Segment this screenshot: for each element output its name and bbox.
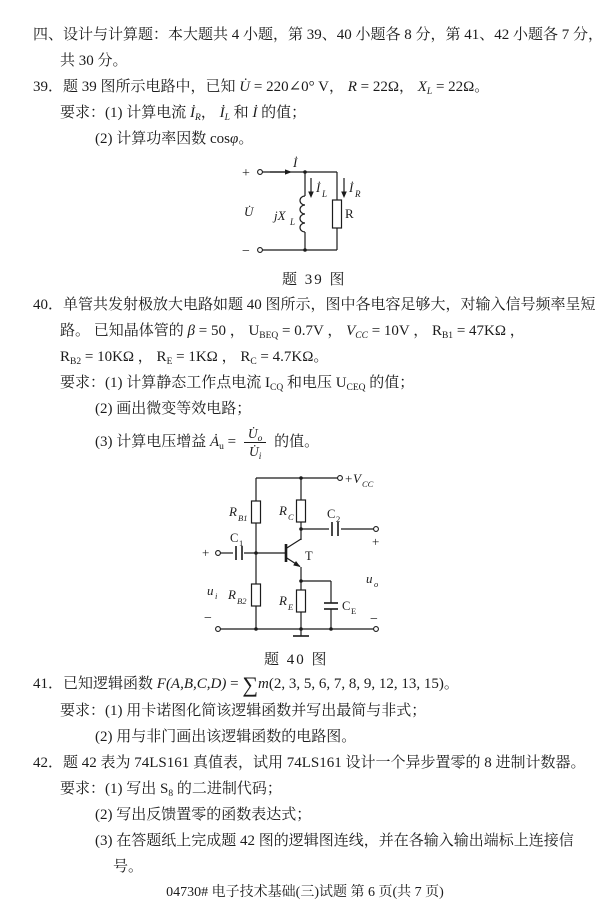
label-ce-sub: E xyxy=(351,606,357,616)
text-segment: ， xyxy=(200,105,220,121)
q42-line1: 42．题 42 表为 74LS161 真值表，试用 74LS161 设计一个异步置零的 8 进制计数器。 xyxy=(33,755,586,771)
fraction-numerator xyxy=(244,426,267,443)
var-r: R xyxy=(347,79,357,95)
text-segment: 要求：(1) 写出 S xyxy=(60,781,169,797)
figure-39-caption: 题 39 图 xyxy=(282,272,347,288)
output-plus-sign: + xyxy=(372,534,380,549)
label-inductance-jxl: jX xyxy=(274,208,286,223)
text-segment: = 47KΩ ， xyxy=(453,323,525,339)
q39-req1-line xyxy=(60,100,610,126)
q42-req3-continuation: 号。 xyxy=(113,859,144,875)
terminal-output-minus xyxy=(374,627,379,632)
sigma-symbol: ∑ xyxy=(242,672,258,697)
label-rb1: R xyxy=(229,504,237,519)
label-rb2: R xyxy=(228,587,236,602)
sub-c: C xyxy=(250,357,257,367)
resistor-rc-symbol xyxy=(297,500,306,522)
current-arrow-il xyxy=(308,178,314,198)
label-c2: C xyxy=(327,507,336,521)
text-segment: 要求：(1) 计算电流 xyxy=(60,105,190,121)
capacitor-c2-symbol xyxy=(332,522,338,536)
label-rb1-sub: B1 xyxy=(238,513,248,523)
resistor-re-symbol xyxy=(297,590,306,612)
junction-dot xyxy=(299,579,303,583)
q41-req1-line: 要求：(1) 用卡诺图化简该逻辑函数并写出最简与非式； xyxy=(60,703,427,719)
sub-e: E xyxy=(166,357,173,367)
terminal-negative xyxy=(258,248,263,253)
text-segment: = 4.7KΩ。 xyxy=(256,349,329,365)
junction-dot xyxy=(303,170,307,174)
label-c1: C xyxy=(230,531,239,545)
text-segment: = 50 ， U xyxy=(195,323,260,339)
label-uo-sub: o xyxy=(374,579,379,589)
text-segment: R xyxy=(60,349,71,365)
label-re: R xyxy=(279,593,287,608)
label-resistor-r: R xyxy=(345,206,354,221)
var-u-dot: U̇ xyxy=(239,79,251,95)
label-vcc: V xyxy=(353,471,361,486)
q41-req2-line: (2) 用与非门画出该逻辑函数的电路图。 xyxy=(95,729,357,745)
text-segment: 的值。 xyxy=(270,434,320,450)
sub-b2: B2 xyxy=(70,357,82,367)
var-i-sub: R xyxy=(195,113,201,123)
sub-b1: B1 xyxy=(441,331,454,341)
text-segment: 41．已知逻辑函数 xyxy=(33,676,157,692)
var-x: X xyxy=(417,79,427,95)
sub-cq: CQ xyxy=(270,383,284,393)
label-voltage-u: U̇ xyxy=(244,204,254,219)
label-current-ir: İ xyxy=(349,180,354,195)
var-i: İ xyxy=(252,105,258,121)
resistor-rb2-symbol xyxy=(252,584,261,606)
text-segment: 路。 已知晶体管的 xyxy=(60,323,188,339)
input-minus-sign: − xyxy=(204,611,212,626)
resistor-rb1-symbol xyxy=(252,501,261,523)
q40-line3 xyxy=(60,344,610,370)
junction-dot xyxy=(299,627,303,631)
q40-req1-line xyxy=(60,370,610,396)
label-transistor-t: T xyxy=(305,549,313,563)
label-vcc-plus: + xyxy=(345,471,353,486)
var-ui: U̇ xyxy=(248,444,259,460)
text-segment: = 220∠0° V， xyxy=(250,79,348,95)
text-segment: = 10V ， R xyxy=(367,323,442,339)
label-vcc-sub: CC xyxy=(362,479,374,489)
label-c1-sub: 1 xyxy=(239,538,244,548)
q40-line1: 40．单管共发射极放大电路如题 40 图所示，图中各电容足够大，对输入信号频率呈短 xyxy=(33,297,596,313)
minus-sign: − xyxy=(242,244,250,259)
q41-line1 xyxy=(33,670,610,698)
text-segment: 和 xyxy=(229,105,253,121)
var-beta: β xyxy=(187,323,195,339)
text-segment: = xyxy=(223,434,240,450)
var-phi: φ xyxy=(230,131,239,147)
var-x-sub: L xyxy=(426,87,433,97)
sub-ceq: CEQ xyxy=(346,383,366,393)
var-i: İ xyxy=(219,105,225,121)
text-segment: = xyxy=(226,676,243,692)
section-header-line1: 四、设计与计算题：本大题共 4 小题，第 39、40 小题各 8 分，第 41、42 小题各 7 分， xyxy=(33,27,604,43)
text-segment: 的值； xyxy=(257,105,307,121)
var-f: F xyxy=(156,676,166,692)
terminal-output-plus xyxy=(374,527,379,532)
text-segment: (2) 计算功率因数 cos xyxy=(95,131,230,147)
var-uo-sub: o xyxy=(257,434,263,445)
resistor-symbol xyxy=(333,200,342,228)
figure-40-caption: 题 40 图 xyxy=(264,652,329,668)
junction-dot xyxy=(303,248,307,252)
text-segment: (2, 3, 5, 6, 7, 8, 9, 12, 13, 15)。 xyxy=(268,676,459,692)
junction-dot xyxy=(299,476,303,480)
label-ui: u xyxy=(207,583,214,598)
label-current-il: İ xyxy=(316,180,321,195)
var-uo: U̇ xyxy=(247,426,258,442)
input-plus-sign: + xyxy=(202,545,210,560)
junction-dot xyxy=(329,627,333,631)
circuit-40-figure xyxy=(198,464,610,650)
label-uo: u xyxy=(366,571,373,586)
page-footer: 04730# 电子技术基础(三)试题 第 6 页(共 7 页) xyxy=(166,885,444,900)
junction-dot xyxy=(299,527,303,531)
label-re-sub: E xyxy=(288,602,294,612)
current-arrow-ir xyxy=(341,178,347,198)
text-segment: = 1KΩ ， R xyxy=(172,349,251,365)
text-segment: = 10KΩ ， R xyxy=(81,349,167,365)
q42-req3-line: (3) 在答题纸上完成题 42 图的逻辑图连线，并在各输入输出端标上连接信 xyxy=(95,833,574,849)
terminal-positive xyxy=(258,170,263,175)
junction-dot xyxy=(254,627,258,631)
label-c2-sub: 2 xyxy=(336,514,341,524)
circuit-39-figure xyxy=(238,156,610,268)
transistor-symbol xyxy=(286,539,301,567)
label-current-i: İ xyxy=(293,156,298,170)
text-segment: = 22Ω， xyxy=(356,79,418,95)
sub-beq: BEQ xyxy=(259,331,279,341)
text-segment: = 0.7V ， xyxy=(278,323,347,339)
label-rc: R xyxy=(279,503,287,518)
text-segment: 的二进制代码； xyxy=(173,781,282,797)
var-au-sub: u xyxy=(219,442,224,452)
section-header-line2: 共 30 分。 xyxy=(60,53,128,69)
sub-s8: 8 xyxy=(168,789,174,799)
var-au: Ȧ xyxy=(210,434,220,450)
terminal-input-minus xyxy=(216,627,221,632)
text-segment: (3) 计算电压增益 xyxy=(95,434,210,450)
capacitor-ce-symbol xyxy=(324,603,338,609)
label-current-ir-sub: R xyxy=(355,189,361,199)
inductor-symbol xyxy=(300,196,305,232)
q39-req2-line xyxy=(95,126,610,152)
label-ui-sub: i xyxy=(215,591,218,601)
text-segment: 和电压 U xyxy=(283,375,347,391)
fraction-uo-over-ui xyxy=(244,426,267,463)
q39-intro-line xyxy=(33,74,610,100)
junction-dot xyxy=(254,551,258,555)
var-m: m xyxy=(258,676,269,692)
q40-line2 xyxy=(60,318,610,344)
label-inductance-sub: L xyxy=(290,217,296,227)
var-i: İ xyxy=(190,105,195,121)
text-segment: 要求：(1) 计算静态工作点电流 I xyxy=(60,375,270,391)
label-rb2-sub: B2 xyxy=(237,596,247,606)
q42-req1-line xyxy=(60,776,610,802)
plus-sign: + xyxy=(242,166,250,181)
terminal-input-plus xyxy=(216,551,221,556)
sub-cc: CC xyxy=(355,331,368,341)
text-segment: 的值； xyxy=(365,375,415,391)
circuit-39-diagram xyxy=(238,156,413,268)
circuit-40-diagram xyxy=(198,464,403,650)
q40-req3-line xyxy=(95,422,610,462)
var-vcc: V xyxy=(346,323,356,339)
text-segment: 。 xyxy=(238,131,254,147)
current-arrow-i xyxy=(270,169,292,174)
output-minus-sign: − xyxy=(370,612,378,627)
var-ui-sub: i xyxy=(258,452,262,463)
text-segment: 39．题 39 图所示电路中，已知 xyxy=(33,79,240,95)
q40-req2-line: (2) 画出微变等效电路； xyxy=(95,401,252,417)
label-ce: C xyxy=(342,599,351,613)
label-rc-sub: C xyxy=(288,512,294,522)
var-i-sub: L xyxy=(224,113,230,123)
label-current-il-sub: L xyxy=(322,189,328,199)
terminal-vcc xyxy=(338,476,343,481)
fraction-denominator xyxy=(248,443,262,463)
text-segment: = 22Ω。 xyxy=(432,79,490,95)
var-abcd: (A,B,C,D) xyxy=(165,676,227,692)
q42-req2-line: (2) 写出反馈置零的函数表达式； xyxy=(95,807,312,823)
capacitor-c1-symbol xyxy=(236,546,242,560)
